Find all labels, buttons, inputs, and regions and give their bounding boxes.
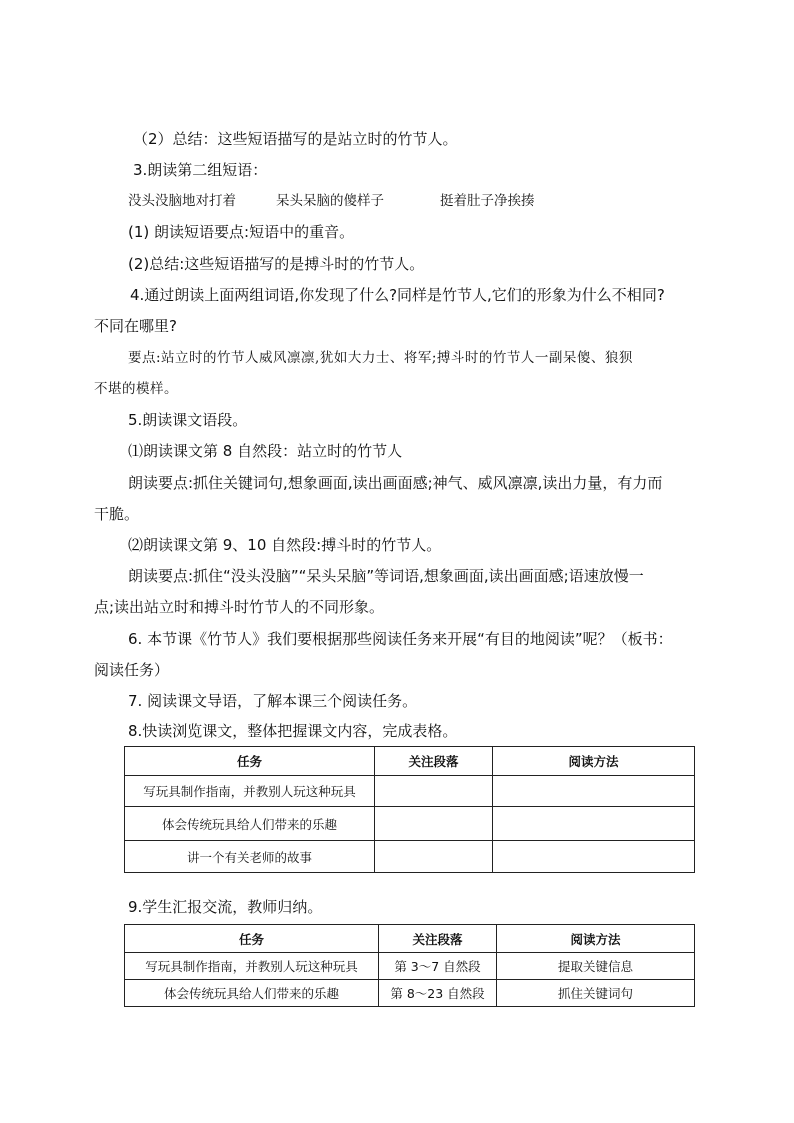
step-3-heading: 3.朗读第二组短语： <box>133 161 268 179</box>
reading-point-1-line1: 朗读要点:抓住关键词句,想象画面,读出画面感;神气、威风凛凛,读出力量，有力而 <box>128 474 663 492</box>
header-task: 任务 <box>125 925 379 953</box>
table-header-row <box>125 925 695 953</box>
read-paragraph-8: ⑴朗读课文第 8 自然段：站立时的竹节人 <box>128 442 403 460</box>
table-row <box>125 980 695 1007</box>
step-9: 9.学生汇报交流，教师归纳。 <box>128 898 323 916</box>
header-method: 阅读方法 <box>493 747 695 776</box>
method-cell[interactable] <box>493 807 695 841</box>
table-row <box>125 776 695 807</box>
phrase-item: 没头没脑地对打着 <box>128 193 236 209</box>
step-8: 8.快读浏览课文，整体把握课文内容，完成表格。 <box>128 722 458 740</box>
paragraphs-cell: 第 8～23 自然段 <box>379 980 497 1007</box>
key-points-line2: 不堪的模样。 <box>94 381 178 397</box>
task-cell: 讲一个有关老师的故事 <box>125 841 375 873</box>
header-method: 阅读方法 <box>497 925 695 953</box>
step-4-question-line1: 4.通过朗读上面两组词语,你发现了什么?同样是竹节人,它们的形象为什么不相同? <box>130 286 665 304</box>
method-cell[interactable] <box>493 841 695 873</box>
table-row <box>125 841 695 873</box>
step-5-heading: 5.朗读课文语段。 <box>128 411 248 429</box>
table-row <box>125 807 695 841</box>
header-task: 任务 <box>125 747 375 776</box>
table-header-row <box>125 747 695 776</box>
step-7: 7. 阅读课文导语，了解本课三个阅读任务。 <box>128 692 418 710</box>
paragraphs-cell[interactable] <box>375 807 493 841</box>
table-row <box>125 953 695 980</box>
phrase-item: 挺着肚子净挨揍 <box>440 193 535 209</box>
task-cell: 写玩具制作指南，并教别人玩这种玩具 <box>125 953 379 980</box>
method-cell[interactable] <box>493 776 695 807</box>
reading-point-2-line1: 朗读要点:抓住“没头没脑”“呆头呆脑”等词语,想象画面,读出画面感;语速放慢一 <box>128 567 644 585</box>
task-cell: 体会传统玩具给人们带来的乐趣 <box>125 980 379 1007</box>
reading-point-stress: (1) 朗读短语要点:短语中的重音。 <box>128 223 355 241</box>
key-points-line1: 要点:站立时的竹节人威风凛凛,犹如大力士、将军;搏斗时的竹节人一副呆傻、狼狈 <box>128 350 633 366</box>
summary-fighting: (2)总结:这些短语描写的是搏斗时的竹节人。 <box>128 255 425 273</box>
reading-point-2-line2: 点;读出站立时和搏斗时竹节人的不同形象。 <box>94 598 385 616</box>
paragraphs-cell[interactable] <box>375 776 493 807</box>
method-cell: 提取关键信息 <box>497 953 695 980</box>
reading-point-1-line2: 干脆。 <box>94 505 140 523</box>
step-4-question-line2: 不同在哪里? <box>94 317 177 335</box>
phrase-item: 呆头呆脑的傻样子 <box>276 193 384 209</box>
header-paragraphs: 关注段落 <box>379 925 497 953</box>
task-cell: 体会传统玩具给人们带来的乐趣 <box>125 807 375 841</box>
task-cell: 写玩具制作指南，并教别人玩这种玩具 <box>125 776 375 807</box>
task-table-blank <box>124 746 695 873</box>
read-paragraph-9-10: ⑵朗读课文第 9、10 自然段:搏斗时的竹节人。 <box>128 536 442 554</box>
summary-standing: （2）总结：这些短语描写的是站立时的竹节人。 <box>133 130 458 148</box>
header-paragraphs: 关注段落 <box>375 747 493 776</box>
paragraphs-cell: 第 3～7 自然段 <box>379 953 497 980</box>
method-cell: 抓住关键词句 <box>497 980 695 1007</box>
task-table-filled <box>124 924 695 1007</box>
step-6-line2: 阅读任务） <box>94 661 170 679</box>
step-6-line1: 6. 本节课《竹节人》我们要根据那些阅读任务来开展“有目的地阅读”呢？（板书： <box>128 630 673 648</box>
paragraphs-cell[interactable] <box>375 841 493 873</box>
